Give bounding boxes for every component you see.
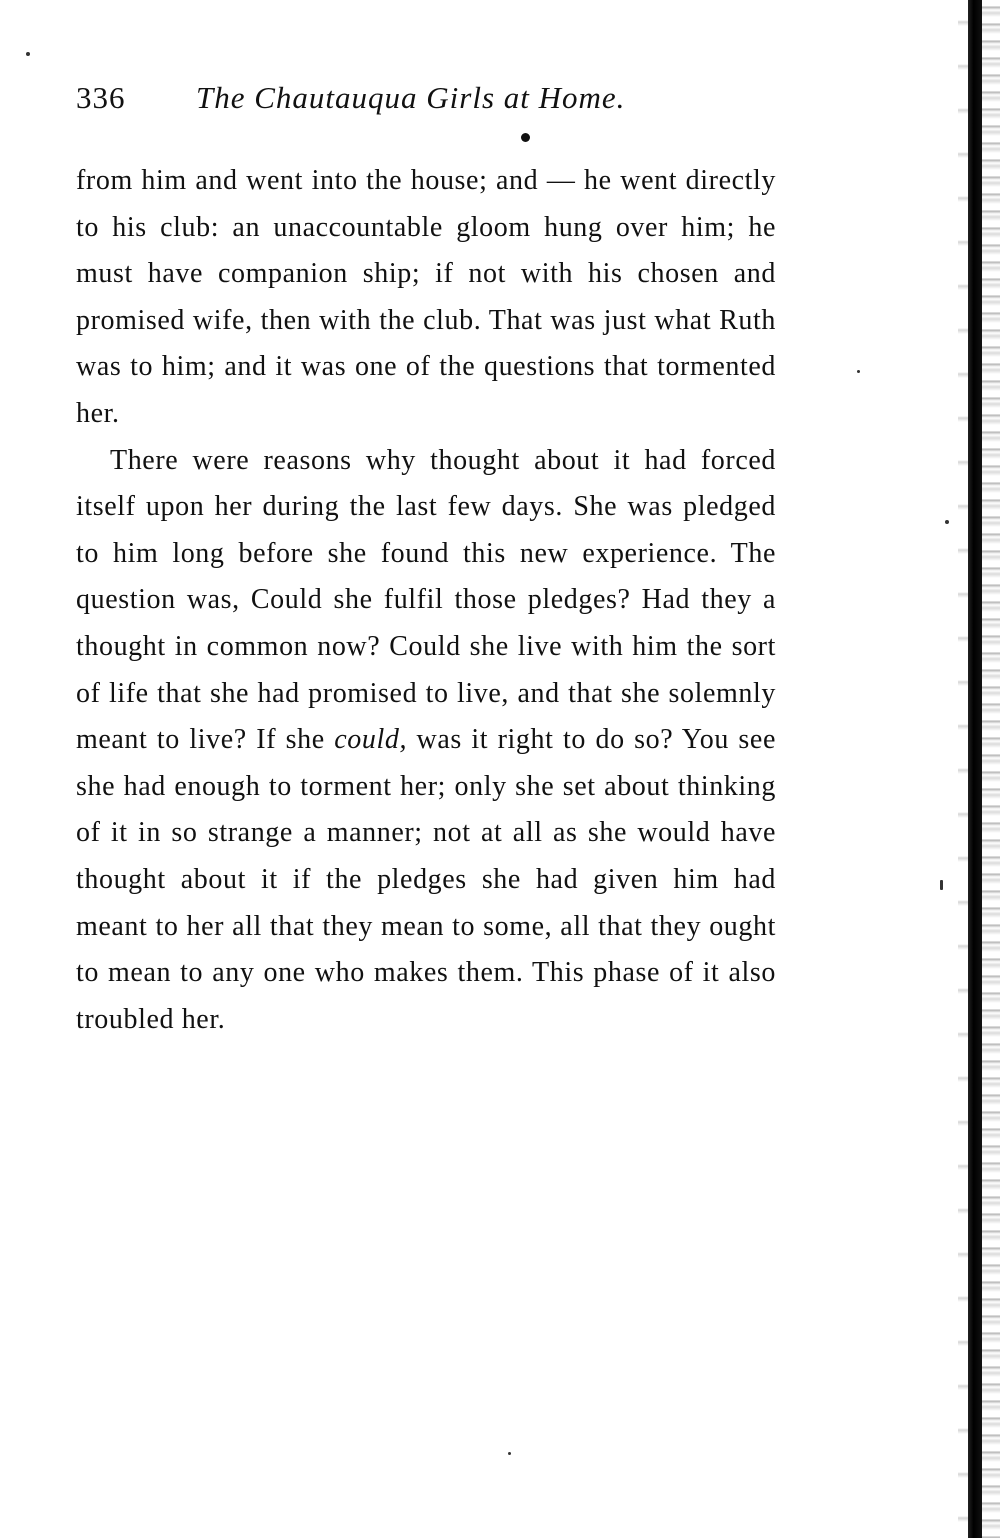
edge-speckle xyxy=(982,0,1000,1538)
scan-speck xyxy=(508,1452,511,1455)
paragraph-text: There were reasons why thought about it had forced itself upon her during the last few days. She was pledged to him long before she found this new experience. The question was, Could she fulfil those pledges? Had they a thought in common now? Could she live with him the sort of life that she had promised to live, and that she solemnly meant to live? If she xyxy=(76,444,776,756)
scanned-page-edge xyxy=(952,0,1000,1538)
edge-binding-line xyxy=(968,0,982,1538)
scan-speck xyxy=(940,880,943,890)
page-body xyxy=(76,158,776,1043)
paragraph xyxy=(76,158,776,438)
running-title: The Chautauqua Girls at Home. xyxy=(196,80,626,115)
scan-speck xyxy=(26,52,30,56)
edge-shadow xyxy=(958,0,968,1538)
paragraph-text: from him and went into the house; and — he went directly to his club: an unaccountable gloom hung over him; he must have companion ship; if not with his chosen and promised wife, then with the club. That was just what Ruth was to him; and it was one of the questions that tormented her. xyxy=(76,165,776,429)
scan-speck xyxy=(945,520,949,524)
emphasis-text: could, xyxy=(334,724,408,756)
page-header xyxy=(76,80,776,124)
ink-dot xyxy=(521,133,530,142)
page-number: 336 xyxy=(76,80,126,115)
scan-speck xyxy=(857,370,860,373)
paragraph-text: was it right to do so? You see she had enough to torment her; only she set about thinking of it in so strange a manner; not at all as she would have thought about it if the pledges she had given him had meant to her all that they mean to some, all that they ought to mean to any one who makes them. This phase of it also troubled her. xyxy=(76,724,776,1035)
paragraph xyxy=(76,438,776,1044)
